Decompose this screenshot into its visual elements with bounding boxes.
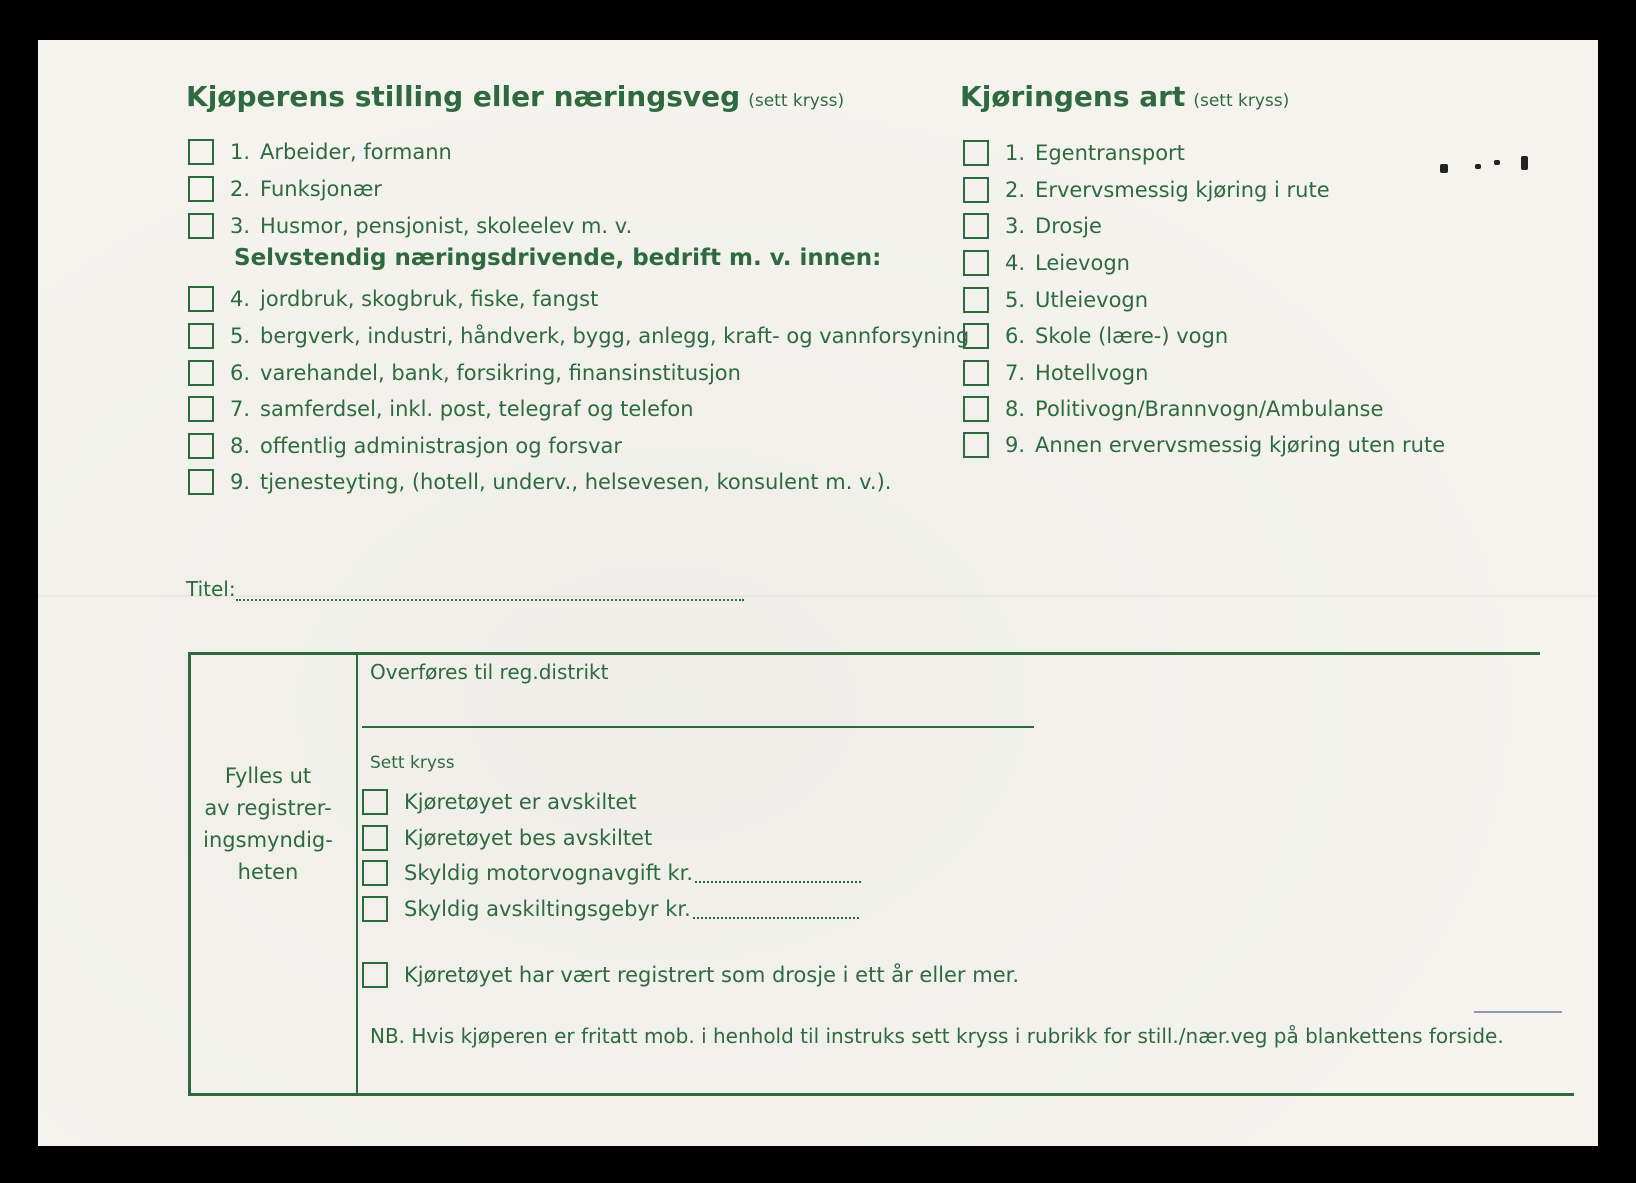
registration-authority-note — [183, 760, 353, 888]
checkbox[interactable] — [362, 962, 388, 988]
occupation-option-2[interactable] — [188, 173, 382, 205]
option-label: Annen ervervsmessig kjøring uten rute — [1035, 433, 1446, 457]
option-number: 2. — [1005, 178, 1026, 202]
checkbox[interactable] — [188, 176, 214, 202]
option-label: Ervervsmessig kjøring i rute — [1035, 178, 1330, 202]
driving-option-7[interactable] — [963, 357, 1148, 389]
option-label: Arbeider, formann — [260, 140, 452, 164]
checkbox[interactable] — [188, 360, 214, 386]
checkbox[interactable] — [188, 396, 214, 422]
option-number: 3. — [1005, 214, 1026, 238]
pen-stroke — [1474, 1011, 1562, 1013]
occupation-option-3[interactable] — [188, 210, 632, 242]
driving-type-hint: (sett kryss) — [1193, 91, 1290, 111]
option-label: Utleievogn — [1035, 288, 1149, 312]
transfer-district-label: Overføres til reg.distrikt — [370, 660, 609, 684]
checkbox[interactable] — [362, 896, 388, 922]
buyer-occupation-hint: (sett kryss) — [748, 91, 845, 111]
option-label: Leievogn — [1035, 251, 1130, 275]
check-deregistered[interactable] — [362, 786, 637, 818]
option-label: tjenesteyting, (hotell, underv., helsevesen, konsulent m. v.). — [260, 470, 892, 494]
occupation-option-9[interactable] — [188, 466, 891, 498]
box-bottom-rule — [188, 1093, 1574, 1096]
checkbox[interactable] — [963, 287, 989, 313]
driving-option-2[interactable] — [963, 174, 1330, 206]
check-label: Skyldig avskiltingsgebyr kr. — [404, 897, 691, 921]
title-dotted-line[interactable] — [236, 577, 744, 601]
option-label: Husmor, pensjonist, skoleelev m. v. — [260, 214, 633, 238]
checkbox[interactable] — [188, 139, 214, 165]
checkbox[interactable] — [963, 213, 989, 239]
checkbox[interactable] — [188, 469, 214, 495]
check-deregistration-fee-owed[interactable] — [362, 893, 859, 925]
form-sheet — [38, 40, 1598, 1146]
option-number: 5. — [230, 324, 251, 348]
ink-mark — [1494, 160, 1500, 165]
side-label-line: av registrer- — [204, 796, 332, 820]
option-number: 3. — [230, 214, 251, 238]
check-deregistration-requested[interactable] — [362, 822, 652, 854]
option-label: samferdsel, inkl. post, telegraf og telefon — [260, 397, 694, 421]
check-vehicle-tax-owed[interactable] — [362, 857, 861, 889]
box-top-rule — [188, 652, 1540, 655]
check-taxi-registered[interactable] — [362, 959, 1019, 991]
option-number: 1. — [230, 140, 251, 164]
self-employed-subheading: Selvstendig næringsdrivende, bedrift m. v. innen: — [234, 245, 882, 271]
driving-type-title: Kjøringens art — [960, 80, 1186, 113]
checkbox[interactable] — [963, 360, 989, 386]
buyer-occupation-title: Kjøperens stilling eller næringsveg — [186, 80, 741, 113]
occupation-option-1[interactable] — [188, 136, 452, 168]
option-number: 7. — [1005, 361, 1026, 385]
checkbox[interactable] — [362, 825, 388, 851]
option-number: 6. — [230, 361, 251, 385]
driving-option-4[interactable] — [963, 247, 1130, 279]
option-label: jordbruk, skogbruk, fiske, fangst — [260, 287, 599, 311]
option-number: 2. — [230, 177, 251, 201]
ink-mark — [1475, 164, 1481, 169]
occupation-option-4[interactable] — [188, 283, 598, 315]
title-field[interactable] — [186, 577, 744, 601]
option-label: Drosje — [1035, 214, 1102, 238]
occupation-option-8[interactable] — [188, 430, 622, 462]
option-number: 8. — [230, 434, 251, 458]
driving-option-8[interactable] — [963, 393, 1383, 425]
option-label: varehandel, bank, forsikring, finansinstitusjon — [260, 361, 741, 385]
occupation-option-6[interactable] — [188, 357, 741, 389]
option-label: Skole (lære-) vogn — [1035, 324, 1229, 348]
occupation-option-7[interactable] — [188, 393, 694, 425]
driving-option-6[interactable] — [963, 320, 1228, 352]
checkbox[interactable] — [963, 177, 989, 203]
checkbox[interactable] — [362, 860, 388, 886]
checkbox[interactable] — [963, 432, 989, 458]
buyer-occupation-heading — [186, 80, 844, 113]
sett-kryss-label: Sett kryss — [370, 753, 455, 773]
occupation-option-5[interactable] — [188, 320, 969, 352]
checkbox[interactable] — [963, 250, 989, 276]
check-label: Skyldig motorvognavgift kr. — [404, 861, 694, 885]
nb-note: NB. Hvis kjøperen er fritatt mob. i henhold til instruks sett kryss i rubrikk for still./nær.veg på blankettens forside. — [370, 1024, 1504, 1048]
option-number: 9. — [230, 470, 251, 494]
option-label: Funksjonær — [260, 177, 382, 201]
option-number: 7. — [230, 397, 251, 421]
checkbox[interactable] — [188, 213, 214, 239]
driving-type-heading — [960, 80, 1289, 113]
side-label-line: heten — [237, 860, 299, 884]
option-number: 4. — [230, 287, 251, 311]
title-label: Titel: — [186, 577, 236, 601]
check-label: Kjøretøyet har vært registrert som drosje i ett år eller mer. — [404, 963, 1019, 987]
checkbox[interactable] — [188, 286, 214, 312]
option-label: offentlig administrasjon og forsvar — [260, 434, 623, 458]
ink-mark — [1440, 164, 1448, 173]
amount-dotted-line[interactable] — [695, 863, 861, 883]
checkbox[interactable] — [188, 323, 214, 349]
option-number: 5. — [1005, 288, 1026, 312]
option-label: Hotellvogn — [1035, 361, 1149, 385]
box-column-divider — [356, 652, 358, 1095]
driving-option-3[interactable] — [963, 210, 1102, 242]
driving-option-1[interactable] — [963, 137, 1185, 169]
check-label: Kjøretøyet bes avskiltet — [404, 826, 653, 850]
checkbox[interactable] — [963, 140, 989, 166]
driving-option-9[interactable] — [963, 429, 1445, 461]
checkbox[interactable] — [963, 396, 989, 422]
side-label-line: Fylles ut — [224, 764, 312, 788]
option-number: 1. — [1005, 141, 1026, 165]
option-label: bergverk, industri, håndverk, bygg, anlegg, kraft- og vannforsyning — [260, 324, 970, 348]
option-label: Politivogn/Brannvogn/Ambulanse — [1035, 397, 1384, 421]
option-label: Egentransport — [1035, 141, 1185, 165]
side-label-line: ingsmyndig- — [203, 828, 333, 852]
transfer-district-line[interactable] — [362, 726, 1034, 728]
amount-dotted-line[interactable] — [693, 899, 859, 919]
check-label: Kjøretøyet er avskiltet — [404, 790, 637, 814]
checkbox[interactable] — [188, 433, 214, 459]
option-number: 8. — [1005, 397, 1026, 421]
checkbox[interactable] — [963, 323, 989, 349]
driving-option-5[interactable] — [963, 284, 1148, 316]
option-number: 9. — [1005, 433, 1026, 457]
option-number: 4. — [1005, 251, 1026, 275]
ink-mark — [1521, 156, 1528, 170]
checkbox[interactable] — [362, 789, 388, 815]
option-number: 6. — [1005, 324, 1026, 348]
